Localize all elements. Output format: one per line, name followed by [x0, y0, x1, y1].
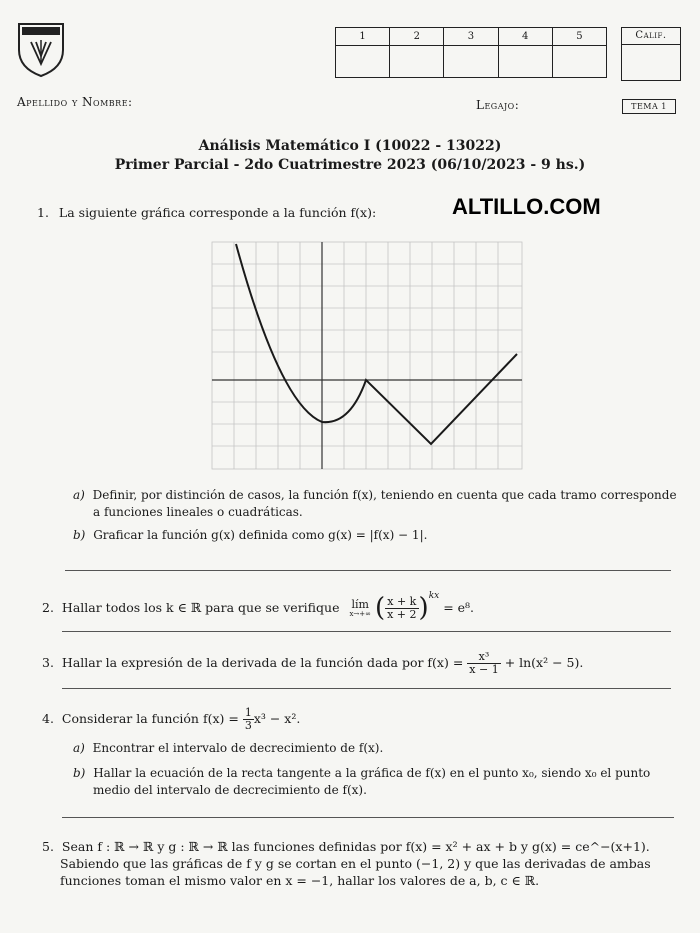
q4-frac-den: 3	[244, 719, 252, 732]
divider-1	[65, 570, 671, 571]
q4-fraction	[243, 707, 254, 732]
q5-statement	[42, 838, 682, 889]
q3-frac-num: x³	[467, 651, 500, 664]
q4-statement	[42, 707, 300, 732]
q5-line3: funciones toman el mismo valor en x = −1, hallar los valores de a, b, c ∈ ℝ.	[60, 873, 540, 888]
grade-col-2: 2	[390, 28, 444, 46]
q1-a-text: Definir, por distinción de casos, la función f(x), teniendo en cuenta que cada tramo corresponde	[92, 488, 677, 502]
q2-frac-num: x + k	[385, 596, 418, 609]
q2-limit	[349, 599, 371, 619]
grade-cell-4[interactable]	[498, 46, 552, 78]
q2-statement	[42, 588, 474, 621]
tema-label: TEMA 1	[631, 102, 667, 111]
q3-number: 3.	[42, 655, 54, 670]
grade-col-1: 1	[336, 28, 390, 46]
q3-statement	[42, 651, 583, 676]
q4-a-label: a)	[73, 741, 85, 755]
name-label: Apellido y Nombre:	[17, 95, 133, 109]
grade-col-3: 3	[444, 28, 498, 46]
q2-frac-den: x + 2	[387, 608, 417, 621]
q4-frac-num: 1	[244, 706, 252, 719]
q2-paren-right: )	[418, 593, 429, 623]
q4-text: Considerar la función f(x) =	[61, 711, 239, 726]
q3-tail: + ln(x² − 5).	[504, 655, 584, 670]
q1-b-text: Graficar la función g(x) definida como g(x) = |f(x) − 1|.	[93, 528, 428, 542]
grade-col-4: 4	[498, 28, 552, 46]
divider-4	[62, 817, 674, 818]
q4-number: 4.	[42, 711, 54, 726]
q2-paren-left: (	[374, 593, 386, 623]
q5-number: 5.	[42, 839, 54, 854]
grade-value-row	[336, 46, 607, 78]
q4-tail: x³ − x².	[253, 711, 301, 726]
q3-text: Hallar la expresión de la derivada de la función dada por f(x) =	[61, 655, 464, 670]
q2-text: Hallar todos los k ∈ ℝ para que se verifique	[61, 600, 340, 615]
watermark: ALTILLO.COM	[452, 194, 601, 219]
q3-frac-den: x − 1	[469, 663, 499, 676]
q1-part-b	[73, 527, 427, 544]
q2-rhs: = e⁸.	[443, 600, 475, 615]
exam-subtitle: Primer Parcial - 2do Cuatrimestre 2023 (06/10/2023 - 9 hs.)	[114, 157, 586, 173]
grade-col-5: 5	[552, 28, 606, 46]
q4-b-label: b)	[73, 766, 86, 780]
university-logo	[16, 20, 66, 78]
q1-a-label: a)	[73, 488, 85, 502]
q1-a-text2: a funciones lineales o cuadráticas.	[93, 505, 303, 519]
tema-box	[622, 99, 676, 114]
q1-text: La siguiente gráfica corresponde a la función f(x):	[58, 205, 377, 220]
q1-part-a	[73, 487, 683, 521]
q1-b-label: b)	[73, 528, 86, 542]
q3-fraction	[467, 651, 500, 676]
q4-b-text: Hallar la ecuación de la recta tangente a la gráfica de f(x) en el punto x₀, siendo x₀ el punto	[93, 766, 651, 780]
q5-line2: Sabiendo que las gráficas de f y g se cortan en el punto (−1, 2) y que las derivadas de ambas	[60, 856, 651, 871]
q4-a-text: Encontrar el intervalo de decrecimiento de f(x).	[92, 741, 384, 755]
grade-header-row	[336, 28, 607, 46]
calif-label: Calif.	[622, 28, 680, 45]
grade-cell-1[interactable]	[336, 46, 390, 78]
grade-table	[335, 27, 607, 78]
grade-cell-5[interactable]	[552, 46, 606, 78]
q4-b-text2: medio del intervalo de decrecimiento de f(x).	[93, 783, 367, 797]
grade-cell-3[interactable]	[444, 46, 498, 78]
q1-statement	[37, 204, 376, 221]
q2-lim-label: lím	[351, 597, 369, 611]
q2-number: 2.	[42, 600, 54, 615]
exam-title: Análisis Matemático I (10022 - 13022)	[198, 138, 502, 154]
calif-box[interactable]	[621, 27, 681, 81]
q4-part-b	[73, 765, 683, 799]
divider-3	[62, 688, 671, 689]
grade-cell-2[interactable]	[390, 46, 444, 78]
legajo-label: Legajo:	[476, 98, 520, 112]
q5-line1: Sean f : ℝ → ℝ y g : ℝ → ℝ las funciones definidas por f(x) = x² + ax + b y g(x) = ce^−(x+1).	[61, 839, 650, 854]
q4-part-a	[73, 740, 383, 757]
q1-number: 1.	[37, 205, 49, 220]
q2-lim-sub: x→+∞	[349, 609, 371, 618]
q2-fraction	[385, 596, 418, 621]
divider-2	[62, 631, 671, 632]
function-graph	[210, 240, 525, 476]
q2-exponent: kx	[428, 591, 440, 601]
